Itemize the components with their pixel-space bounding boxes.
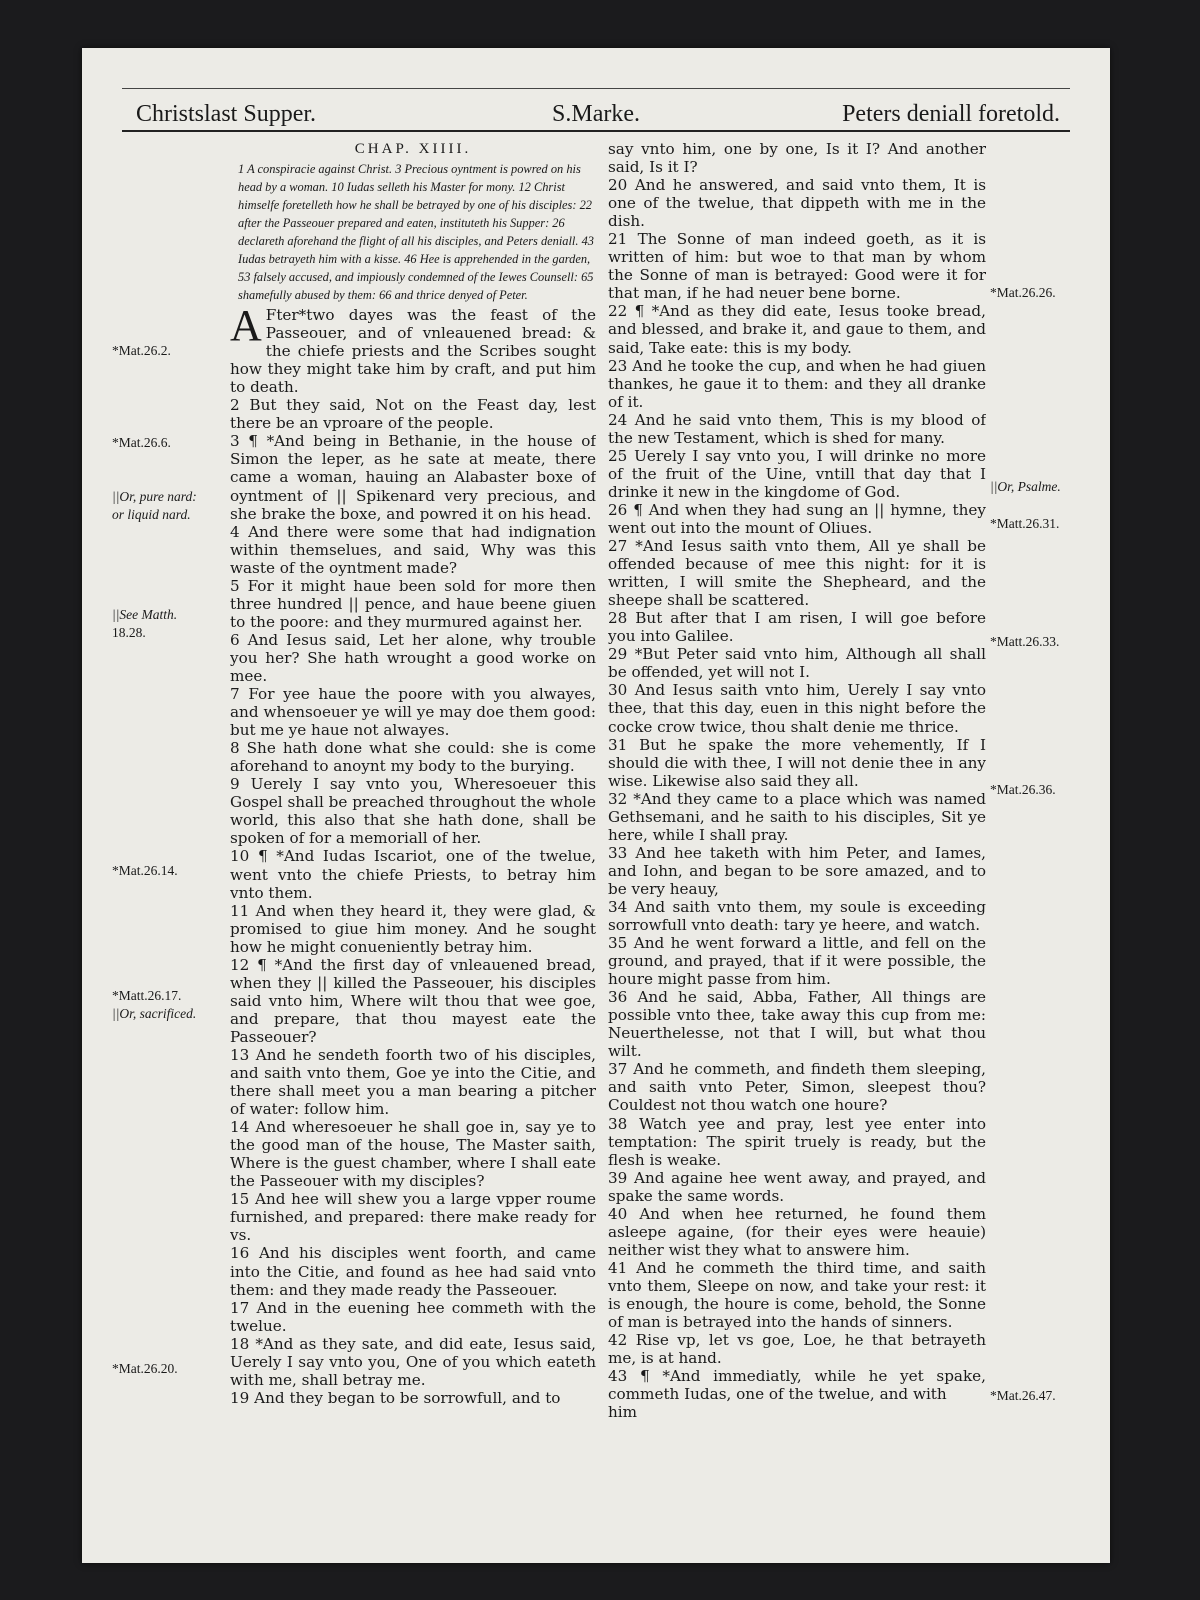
verse: 17 And in the euening hee commeth with the twelue. [230, 1298, 596, 1335]
verse: 34 And saith vnto them, my soule is exceeding sorrowfull vnto death: tary ye heere, and watch. [608, 897, 986, 935]
margin-note: *Matt.26.33. [990, 634, 1060, 649]
margin-note: ||Or, sacrificed. [112, 1006, 197, 1021]
verse: 40 And when hee returned, he found them asleepe againe, (for their eyes were heauie) neither wist they what to answere him. [608, 1204, 986, 1259]
verse: 19 And they began to be sorrowfull, and to [230, 1388, 561, 1407]
first-verse [230, 301, 596, 397]
verse: 39 And againe hee went away, and prayed, and spake the same words. [608, 1168, 986, 1205]
right-margin-notes [990, 48, 1100, 1563]
margin-note: *Mat.26.36. [990, 782, 1056, 797]
verse: 18 *And as they sate, and did eate, Iesus said, Uerely I say vnto you, One of you which eateth with me, shall betray me. [230, 1334, 596, 1389]
margin-note: *Matt.26.17. [112, 988, 182, 1003]
drop-cap: A [230, 301, 262, 351]
verse: 2 But they said, Not on the Feast day, lest there be an vproare of the people. [230, 396, 596, 433]
margin-note: *Mat.26.2. [112, 343, 171, 358]
margin-note: 18.28. [112, 625, 146, 640]
verse: 35 And he went forward a little, and fell on the ground, and prayed, that if it were possible, the houre might passe from him. [608, 934, 986, 989]
first-verse-text: Fter*two dayes was the feast of the Passeouer, and of vnleauened bread: & the chiefe priests and the Scribes sought how they might take him by craft, and put him to death. [230, 306, 596, 397]
verse: 42 Rise vp, let vs goe, Loe, he that betrayeth me, is at hand. [608, 1331, 986, 1368]
verse: 23 And he tooke the cup, and when he had giuen thankes, he gaue it to them: and they all dranke of it. [608, 356, 986, 411]
header-left-title: Christslast Supper. [136, 101, 317, 127]
right-text-column [608, 140, 986, 1523]
verse: 8 She hath done what she could: she is come aforehand to anoynt my body to the burying. [230, 739, 596, 776]
verse: 36 And he said, Abba, Father, All things are possible vnto thee, take away this cup from me: Neuerthelesse, not that I will, but what thou wilt. [608, 988, 986, 1061]
header-book-name: S.Marke. [552, 101, 640, 127]
chapter-title: CHAP. XIIII. [354, 141, 472, 157]
header-rule [122, 130, 1070, 132]
verse: 11 And when they heard it, they were glad, & promised to giue him money. And he sought how he might conueniently betray him. [230, 901, 596, 956]
margin-note: *Mat.26.14. [112, 863, 178, 878]
verse: 43 ¶ *And immediatly, while he yet spake, commeth Iudas, one of the twelue, and with [608, 1367, 986, 1404]
verse: 13 And he sendeth foorth two of his disciples, and saith vnto them, Goe ye into the Citie, and there shall meet you a man bearing a pitcher of water: follow him. [230, 1045, 596, 1119]
verse: 16 And his disciples went foorth, and came into the Citie, and found as hee had said vnto them: and they made ready the Passeouer. [230, 1244, 596, 1299]
verse: 25 Uerely I say vnto you, I will drinke no more of the fruit of the Uine, vntill that day that I drinke it new in the kingdome of God. [608, 446, 986, 501]
right-verses [608, 140, 986, 1421]
verse: 6 And Iesus said, Let her alone, why trouble you her? She hath wrought a good worke on mee. [230, 630, 596, 685]
margin-note: *Mat.26.26. [990, 285, 1056, 300]
verse: 30 And Iesus saith vnto him, Uerely I say vnto thee, that this day, euen in this night before the cocke crow twice, thou shalt denie me thrice. [608, 681, 986, 736]
verse: 27 *And Iesus saith vnto them, All ye shall be offended because of mee this night: for it is written, I will smite the Shepheard, and the sheepe shall be scattered. [608, 537, 986, 610]
verse: 20 And he answered, and said vnto them, It is one of the twelue, that dippeth with me in the dish. [608, 176, 986, 231]
verse: 41 And he commeth the third time, and saith vnto them, Sleepe on now, and take your rest: it is enough, the houre is come, behold, the Sonne of man is betrayed into the hands of sinners. [608, 1258, 986, 1332]
margin-note: *Mat.26.20. [112, 1361, 178, 1376]
verse: 38 Watch yee and pray, lest yee enter into temptation: The spirit truely is ready, but the flesh is weake. [608, 1114, 986, 1169]
verse: 26 ¶ And when they had sung an || hymne, they went out into the mount of Oliues. [608, 500, 986, 537]
verse: 21 The Sonne of man indeed goeth, as it is written of him: but woe to that man by whom the Sonne of man is betrayed: Good were it for that man, if he had neuer bene borne. [608, 230, 986, 303]
verse: 14 And wheresoeuer he shall goe in, say ye to the good man of the house, The Master saith, Where is the guest chamber, where I shall eate the Passeouer with my disciples? [230, 1118, 596, 1191]
header-top-rule [122, 88, 1070, 89]
verse: 31 But he spake the more vehemently, If I should die with thee, I will not denie thee in any wise. Likewise also said they all. [608, 735, 986, 790]
verse: 3 ¶ *And being in Bethanie, in the house of Simon the leper, as he sate at meate, there came a woman, hauing an Alabaster boxe of oyntment of || Spikenard very precious, and she brake the boxe, and powred it on his head. [230, 432, 596, 523]
verse: 22 ¶ *And as they did eate, Iesus tooke bread, and blessed, and brake it, and gaue to them, and said, Take eate: this is my body. [608, 302, 986, 357]
verse: 7 For yee haue the poore with you alwayes, and whensoeuer ye will ye may doe them good: but me ye haue not alwayes. [230, 685, 596, 740]
margin-note: *Matt.26.31. [990, 516, 1060, 531]
margin-note: *Mat.26.47. [990, 1388, 1056, 1403]
verse: 9 Uerely I say vnto you, Wheresoeuer this Gospel shall be preached throughout the whole world, this also that she hath done, shall be spoken of for a memoriall of her. [230, 775, 596, 848]
verse: 32 *And they came to a place which was named Gethsemani, and he saith to his disciples, Sit ye here, while I shall pray. [608, 789, 986, 844]
verse: 28 But after that I am risen, I will goe before you into Galilee. [608, 609, 986, 646]
left-text-column [230, 140, 596, 1523]
verse: 29 *But Peter said vnto him, Although all shall be offended, yet will not I. [608, 645, 986, 682]
margin-note: or liquid nard. [112, 507, 191, 522]
verse: 37 And he commeth, and findeth them sleeping, and saith vnto Peter, Simon, sleepest thou? Couldest not thou watch one houre? [608, 1060, 986, 1115]
margin-note: ||Or, pure nard: [112, 489, 197, 504]
left-margin-notes [112, 48, 224, 1563]
left-verses [230, 396, 596, 1407]
verse: 4 And there were some that had indignation within themselues, and said, Why was this waste of the oyntment made? [230, 522, 596, 577]
verse: say vnto him, one by one, Is it I? And another said, Is it I? [608, 140, 986, 177]
verse: 10 ¶ *And Iudas Iscariot, one of the twelue, went vnto the chiefe Priests, to betray him vnto them. [230, 847, 596, 902]
bible-page [82, 48, 1110, 1563]
verse: 5 For it might haue been sold for more then three hundred || pence, and haue beene giuen to the poore: and they murmured against her. [230, 576, 596, 631]
verse: 33 And hee taketh with him Peter, and Iames, and Iohn, and began to be sore amazed, and to be very heauy, [608, 843, 986, 898]
margin-note: ||Or, Psalme. [990, 479, 1061, 494]
margin-note: *Mat.26.6. [112, 435, 171, 450]
running-header [122, 88, 1070, 132]
verse: 15 And hee will shew you a large vpper roume furnished, and prepared: there make ready for vs. [230, 1190, 596, 1245]
margin-note: ||See Matth. [112, 607, 178, 622]
verse: 12 ¶ *And the first day of vnleauened bread, when they || killed the Passeouer, his disciples said vnto him, Where wilt thou that wee goe, and prepare, that thou mayest eate the Passeouer? [230, 955, 596, 1046]
header-right-title: Peters deniall foretold. [842, 101, 1060, 127]
verse: him [608, 1403, 638, 1422]
chapter-summary: 1 A conspiracie against Christ. 3 Precious oyntment is powred on his head by a woman. 10 Iudas selleth his Master for mony. 12 Christ himselfe foretelleth how he shall be betrayed by one of his disciples: 22 after the Passeouer prepared and eaten, instituteth his Supper: 26 declareth aforehand the flight of all his disciples, and Peters deniall. 43 Iudas betrayeth him with a kisse. 46 Hee is apprehended in the garden, 53 falsely accused, and impiously condemned of the Iewes Counsell: 65 shamefully abused by them: 66 and thrice denyed of Peter. [238, 162, 594, 303]
verse: 24 And he said vnto them, This is my blood of the new Testament, which is shed for many. [608, 410, 986, 447]
